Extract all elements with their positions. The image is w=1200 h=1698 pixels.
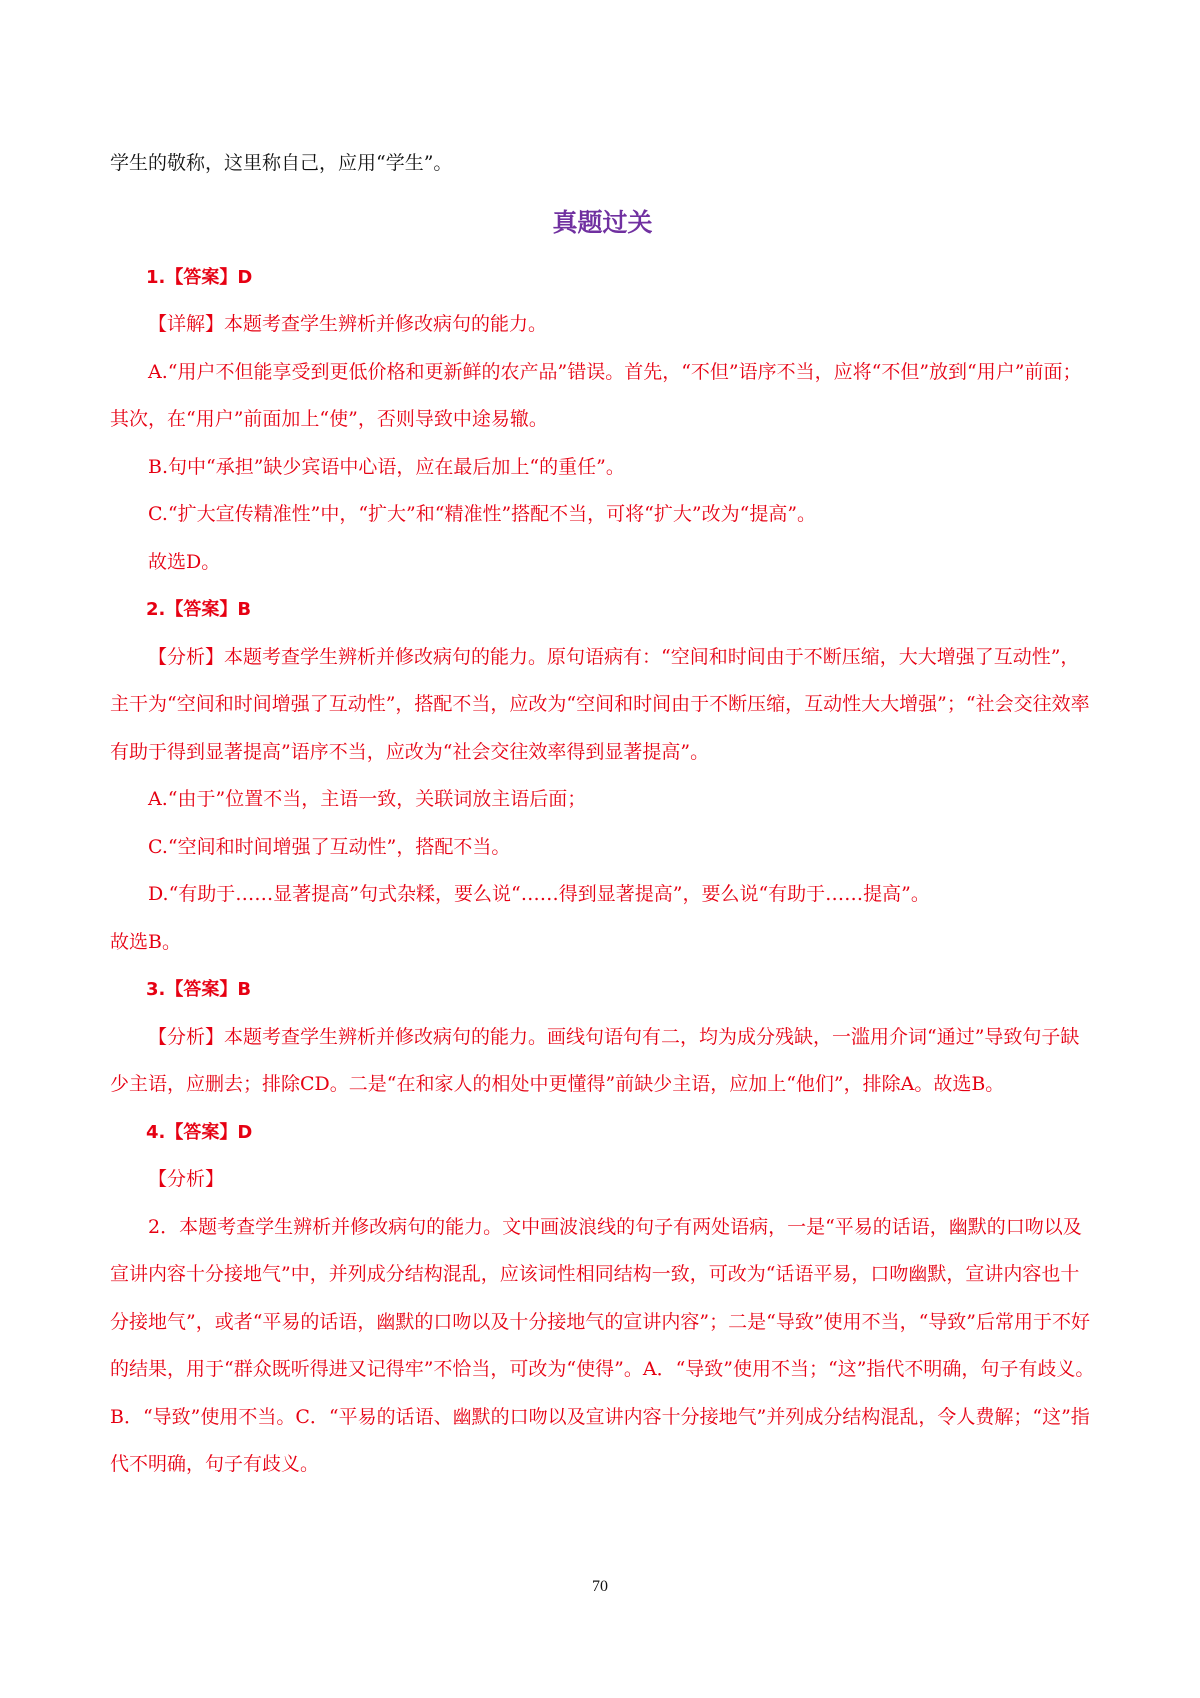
q2-option-d: D.“有助于……显著提高”句式杂糅，要么说“……得到显著提高”，要么说“有助于……提高”。 xyxy=(148,883,930,905)
page-number: 70 xyxy=(592,1578,608,1595)
q2-option-a: A.“由于”位置不当，主语一致，关联词放主语后面； xyxy=(148,788,587,810)
q1-option-b: B.句中“承担”缺少宾语中心语，应在最后加上“的重任”。 xyxy=(148,455,625,478)
q4-analysis: 2．本题考查学生辨析并修改病句的能力。文中画波浪线的句子有两处语病，一是“平易的话语，幽默的口吻以及宣讲内容十分接地气”中，并列成分结构混乱，应该词性相同结构一致，可改为“话语平易，口吻幽默，宣讲内容也十分接地气”，或者“平易的话语，幽默的口吻以及十分接地气的宣讲内容”；二是“导致”使用不当，“导致”后常用于不好的结果，用于“群众既听得进又记得牢”不恰当，可改为“使得”。A．“导致”使用不当；“这”指代不明确，句子有歧义。B．“导致”使用不当。C．“平易的话语、幽默的口吻以及宣讲内容十分接地气”并列成分结构混乱，令人费解；“这”指代不明确，句子有歧义。 xyxy=(110,1215,1095,1475)
q1-option-a: A.“用户不但能享受到更低价格和更新鲜的农产品”错误。首先，“不但”语序不当，应将“不但”放到“用户”前面；其次，在“用户”前面加上“使”，否则导致中途易辙。 xyxy=(110,360,1082,430)
q1-explanation: 【详解】本题考查学生辨析并修改病句的能力。 xyxy=(148,313,548,335)
q1-conclusion: 故选D。 xyxy=(148,550,221,573)
q4-analysis-label: 【分析】 xyxy=(148,1168,225,1190)
q3-answer: 3.【答案】B xyxy=(146,979,252,1000)
q1-option-c: C.“扩大宣传精准性”中，“扩大”和“精准性”搭配不当，可将“扩大”改为“提高”。 xyxy=(148,503,817,525)
q1-answer: 1.【答案】D xyxy=(146,266,253,288)
lead-paragraph: 学生的敬称，这里称自己，应用“学生”。 xyxy=(110,152,453,174)
q2-conclusion: 故选B。 xyxy=(110,930,181,953)
document-body xyxy=(110,140,1095,1489)
q2-answer: 2.【答案】B xyxy=(146,599,252,620)
q2-analysis: 【分析】本题考查学生辨析并修改病句的能力。原句语病有：“空间和时间由于不断压缩，大大增强了互动性”，主干为“空间和时间增强了互动性”，搭配不当，应改为“空间和时间由于不断压缩，互动性大大增强”；“社会交往效率有助于得到显著提高”语序不当，应改为“社会交往效率得到显著提高”。 xyxy=(110,645,1090,763)
q4-answer: 4.【答案】D xyxy=(146,1121,253,1143)
q3-analysis: 【分析】本题考查学生辨析并修改病句的能力。画线句语句有二，均为成分残缺，一滥用介词“通过”导致句子缺少主语，应删去；排除CD。二是“在和家人的相处中更懂得”前缺少主语，应加上“他们”，排除A。故选B。 xyxy=(110,1025,1080,1095)
section-title: 真题过关 xyxy=(552,207,653,237)
q2-option-c: C.“空间和时间增强了互动性”，搭配不当。 xyxy=(148,835,511,858)
